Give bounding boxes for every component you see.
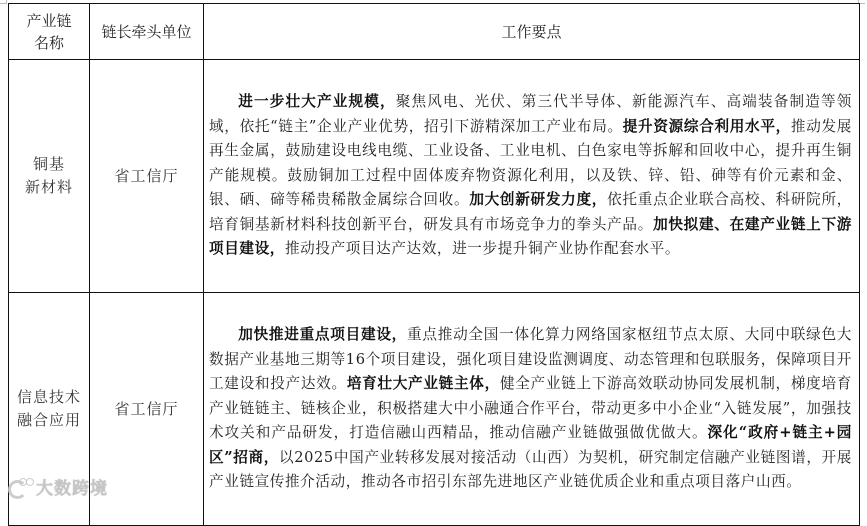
lead-unit-cell: 省工信厅 [90, 293, 204, 526]
lead-unit-cell: 省工信厅 [90, 60, 204, 293]
watermark-logo-icon [8, 478, 30, 496]
table-header-row [9, 4, 860, 60]
header-work-points: 工作要点 [204, 4, 860, 60]
industry-chain-table [8, 3, 860, 526]
work-points-paragraph: 加快推进重点项目建设，重点推动全国一体化算力网络国家枢纽节点太原、大同中联绿色大数据产业基地三期等16个项目建设，强化项目建设监测调度、动态管理和包联服务，保障项目开工建设和投产达效。培育壮大产业链主体，健全产业链上下游高效联动协同发展机制，梯度培育产业链链主、链核企业，积极搭建大中小融通合作平台，带动更多中小企业“入链发展”，加强技术攻关和产品研发，打造信融山西精品，推动信融产业链做强做优做大。深化“政府+链主+园区”招商，以2025中国产业转移发展对接活动（山西）为契机，研究制定信融产业链图谱，开展产业链宣传推介活动，推动各市招引东部先进地区产业链优质企业和重点项目落户山西。 [209, 325, 853, 491]
page-corner-mark [0, 0, 7, 4]
work-points-cell [204, 293, 860, 526]
work-points-cell [204, 60, 860, 293]
watermark [8, 474, 108, 499]
header-lead-unit: 链长牵头单位 [90, 4, 204, 60]
chain-name-cell: 信息技术 融合应用 [9, 293, 90, 526]
table-row [9, 60, 860, 293]
chain-name-cell: 铜基 新材料 [9, 60, 90, 293]
table-row [9, 293, 860, 526]
header-chain-name: 产业链 名称 [9, 4, 90, 60]
watermark-text: 大数跨境 [36, 479, 108, 499]
work-points-paragraph: 进一步壮大产业规模，聚焦风电、光伏、第三代半导体、新能源汽车、高端装备制造等领域，依托“链主”企业产业优势，招引下游精深加工产业布局。提升资源综合利用水平，推动发展再生金属，鼓励建设电线电缆、工业设备、工业电机、白色家电等拆解和回收中心，提升再生铜产能规模。鼓励铜加工过程中固体废弃物资源化利用，以及铁、锌、铅、砷等有价元素和金、银、硒、碲等稀贵稀散金属综合回收。加大创新研发力度，依托重点企业联合高校、科研院所，培育铜基新材料科技创新平台，研发具有市场竞争力的拳头产品。加快拟建、在建产业链上下游项目建设，推动投产项目达产达效，进一步提升铜产业协作配套水平。 [209, 92, 853, 258]
